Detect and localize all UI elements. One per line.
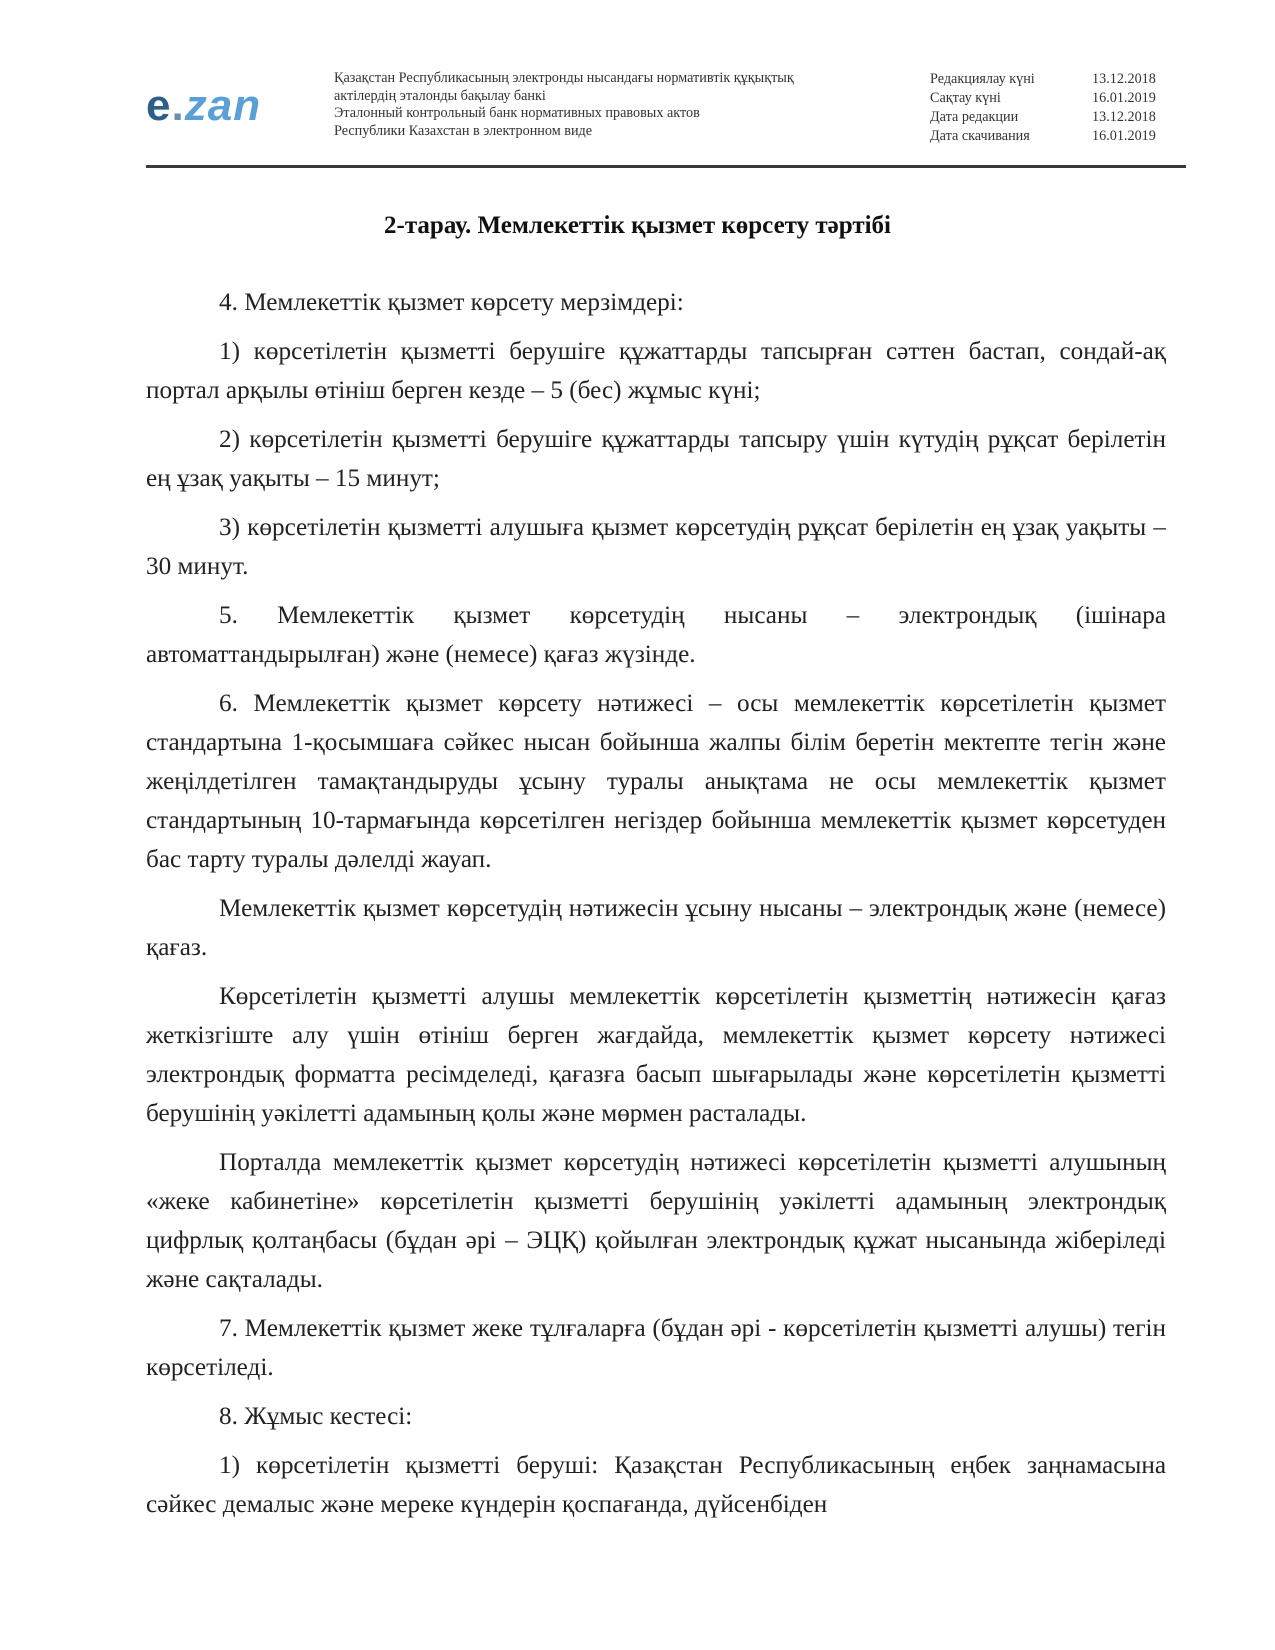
document-header (146, 70, 1186, 168)
paragraph: Көрсетілетін қызметті алушы мемлекеттік көрсетілетін қызметтің нәтижесін қағаз жеткізгіште алу үшін өтініш берген жағдайда, мемлекеттік қызмет көрсету нәтижесі электрондық форматта ресімделеді, қағазға басып шығарылады және көрсетілетін қызметті берушінің уәкілетті адамының қолы және мөрмен расталады. (146, 983, 1166, 1127)
meta-label: Дата редакции (930, 109, 1019, 125)
paragraph: 5. Мемлекеттік қызмет көрсетудің нысаны – электрондық (ішінара автоматтандырылған) және (немесе) қағаз жүзінде. (146, 602, 1166, 668)
meta-value: 13.12.2018 (1092, 71, 1156, 87)
paragraph: 2) көрсетілетін қызметті берушіге құжаттарды тапсыру үшін күтудің рұқсат берілетін ең ұзақ уақыты – 15 минут; (146, 426, 1166, 492)
paragraph: 8. Жұмыс кестесі: (219, 1403, 413, 1430)
meta-row (930, 70, 1182, 89)
header-meta (930, 70, 1182, 146)
meta-value: 16.01.2019 (1092, 128, 1156, 144)
paragraph: 4. Мемлекеттік қызмет көрсету мерзімдері: (219, 289, 684, 316)
paragraph: 1) көрсетілетін қызметті берушіге құжаттарды тапсырған сәттен бастап, сондай-ақ портал арқылы өтініш берген кезде – 5 (бес) жұмыс күні; (146, 338, 1166, 404)
meta-value: 13.12.2018 (1092, 109, 1156, 125)
paragraph: 7. Мемлекеттік қызмет жеке тұлғаларға (бұдан әрі - көрсетілетін қызметті алушы) тегін көрсетіледі. (146, 1315, 1166, 1381)
meta-label: Дата скачивания (930, 128, 1030, 144)
header-title-line: Республики Казахстан в электронном виде (334, 122, 593, 139)
meta-value: 16.01.2019 (1092, 90, 1156, 106)
paragraph: 6. Мемлекеттік қызмет көрсету нәтижесі – осы мемлекеттік көрсетілетін қызмет стандартына 1-қосымшаға сәйкес нысан бойынша жалпы білім беретін мектепте тегін және жеңілдетілген тамақтандыруды ұсыну туралы анықтама не осы мемлекеттік қызмет стандартының 10-тармағында көрсетілген негіздер бойынша мемлекеттік қызмет көрсетуден бас тарту туралы дәлелді жауап. (146, 690, 1166, 873)
paragraph: 1) көрсетілетін қызметті беруші: Қазақстан Республикасының еңбек заңнамасына сәйкес демалыс және мереке күндерін қоспағанда, дүйсенбіден (146, 1452, 1166, 1518)
meta-row (930, 108, 1182, 127)
ezan-logo: e.zan (146, 81, 262, 130)
header-title-line: актілердің эталонды бақылау банкі (334, 87, 546, 104)
header-title-line: Эталонный контрольный банк нормативных правовых актов (334, 105, 700, 121)
meta-row (930, 127, 1182, 146)
meta-label: Редакциялау күні (930, 71, 1035, 87)
paragraph: Порталда мемлекеттік қызмет көрсетудің нәтижесі көрсетілетін қызметті алушының «жеке кабинетіне» көрсетілетін қызметті берушінің уәкілетті адамының электрондық цифрлық қолтаңбасы (бұдан әрі – ЭЦҚ) қойылған электрондық құжат нысанында жіберіледі және сақталады. (146, 1149, 1166, 1293)
document-body (146, 283, 1166, 1534)
chapter-title: 2-тарау. Мемлекеттік қызмет көрсету тәртібі (384, 212, 891, 239)
paragraph: Мемлекеттік қызмет көрсетудің нәтижесін ұсыну нысаны – электрондық және (немесе) қағаз. (146, 895, 1166, 961)
header-titles (334, 70, 894, 140)
paragraph: 3) көрсетілетін қызметті алушыға қызмет көрсетудің рұқсат берілетін ең ұзақ уақыты – 30 минут. (146, 514, 1166, 580)
meta-row (930, 89, 1182, 108)
header-title-line: Қазақстан Республикасының электронды нысандағы нормативтік құқықтық (334, 70, 794, 86)
meta-label: Сақтау күні (930, 90, 1001, 106)
